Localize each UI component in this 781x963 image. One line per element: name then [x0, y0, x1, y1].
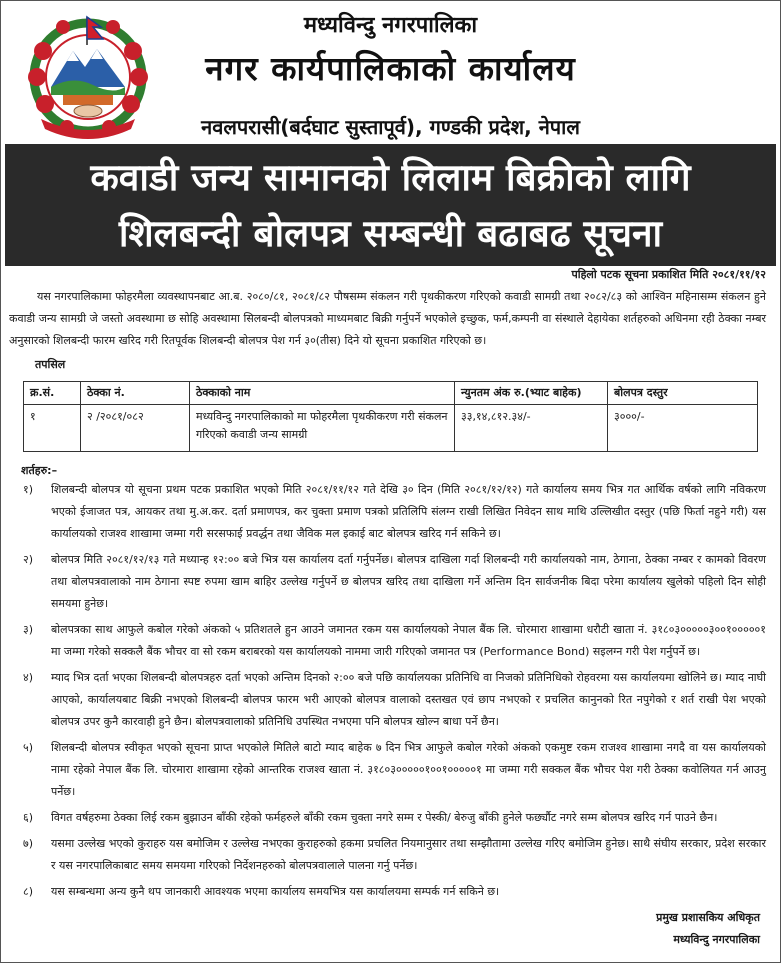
condition-item — [17, 479, 766, 545]
cell-contract-name: मध्यविन्दु नगरपालिकाको मा फोहरमैला पृथकीकरण गरी संकलन गरिएको कवाडी जन्य सामग्री — [190, 405, 455, 452]
condition-item — [17, 833, 766, 877]
signature-block — [656, 907, 760, 951]
conditions-list — [17, 479, 766, 907]
tapsil-heading: तपसिल — [35, 358, 66, 371]
col-serial: क्र.सं. — [24, 382, 81, 405]
col-min-amount: न्युनतम अंक रु.(भ्याट बाहेक) — [455, 382, 608, 405]
condition-number: ४) — [23, 671, 34, 684]
condition-number: ६) — [23, 811, 34, 824]
condition-text: बोलपत्र मिति २०८१/१२/१३ गते मध्यान्ह १२:०० बजे भित्र यस कार्यालय दर्ता गर्नुपर्नेछ। बोलपत्र दाखिला गर्दा शिलबन्दी गरी कार्यालयको नाम, ठेगाना, ठेक्का नम्बर र कामको विवरण तथा बोलपत्रवालाको नाम ठेगाना स्पष्ट रुपमा खाम बाहिर उल्लेख गर्नुपर्ने छ बोलपत्र खरिद तथा दाखिला गर्ने अन्तिम दिन सार्वजनीक बिदा परेमा कार्यालय खुलेको पहिलो दिन सोही समयमा हुनेछ। — [51, 553, 766, 610]
notice-title-banner — [5, 144, 776, 266]
condition-number: ८) — [23, 885, 34, 898]
signatory-org: मध्यविन्दु नगरपालिका — [673, 933, 760, 946]
condition-item — [17, 549, 766, 615]
condition-item — [17, 881, 766, 903]
nepal-emblem-icon — [23, 11, 153, 139]
signatory-title: प्रमुख प्रशासकिय अधिकृत — [656, 911, 760, 924]
municipality-name: मध्यविन्दु नगरपालिका — [303, 13, 478, 38]
condition-item — [17, 807, 766, 829]
cell-contract-no: २ /२०८१/०८२ — [81, 405, 190, 452]
condition-text: बोलपत्रका साथ आफुले कबोल गरेको अंकको ५ प्रतिशतले हुन आउने जमानत रकम यस कार्यालयको नेपाल बैंक लि. चोरमारा शाखामा धरौटी खाता नं. ३१८०३०००००३००१०००००१ मा जम्मा गरेको सक्कलै बैंक भौचर वा सो रकम बराबरको यस कार्यालयको नाममा जारी गरिएको जमानत पत्र (Performance Bond) सइलग्न गरी पेश गर्नुपर्ने छ। — [51, 623, 766, 658]
notice-title-line2: शिलबन्दी बोलपत्र सम्बन्धी बढाबढ सूचना — [118, 212, 663, 255]
col-contract-name: ठेक्काको नाम — [190, 382, 455, 405]
condition-text: शिलबन्दी बोलपत्र स्वीकृत भएको सूचना प्राप्त भएकोले मितिले बाटो म्याद बाहेक ७ दिन भित्र आफुले कबोल गरेको अंकको एकमुष्ट रकम राजश्व शाखामा नगदै वा यस कार्यालयको नामा रहेको नेपाल बैंक लि. चोरमारा शाखामा रहेको आन्तरिक राजश्व खाता नं. ३१८०३०००००१००१०००००१ मा जम्मा गरी सक्कल बैंक भौचर पेश गरी ठेक्का कवोलियत गर्न आउनु पर्नेछ। — [51, 741, 766, 798]
condition-text: विगत वर्षहरुमा ठेक्का लिई रकम बुझाउन बाँकी रहेको फर्महरुले बाँकी रकम चुक्ता नगरे सम्म र पेस्की/ बेरुजु बाँकी हुनेले फर्छ्यौट नगरे सम्म बोलपत्र खरिद गर्न पाउने छैन। — [51, 811, 718, 824]
condition-item — [17, 737, 766, 803]
condition-number: २) — [23, 553, 34, 566]
office-address: नवलपरासी(बर्दघाट सुस्तापूर्व), गण्डकी प्रदेश, नेपाल — [201, 115, 580, 139]
condition-number: ७) — [23, 837, 34, 850]
condition-text: यसमा उल्लेख भएको कुराहरु यस बमोजिम र उल्लेख नभएका कुराहरुको हकमा प्रचलित नियमानुसार तथा सम्झौतामा उल्लेख गरिए बमोजिम हुनेछ। साथै संघीय सरकार, प्रदेश सरकार र यस नगरपालिकाबाट समय समयमा गरिएको निर्देशनहरुको बोलपत्रवालाले पालना गर्नु पर्नेछ। — [51, 837, 766, 872]
condition-text: यस सम्बन्धमा अन्य कुनै थप जानकारी आवश्यक भएमा कार्यालय समयभित्र यस कार्यालयमा सम्पर्क गर्न सकिने छ। — [51, 885, 500, 898]
contract-table — [23, 381, 758, 452]
condition-text: शिलबन्दी बोलपत्र यो सूचना प्रथम पटक प्रकाशित भएको मिति २०८१/११/१२ गते देखि ३० दिन (मिति २०८१/१२/१२) गते कार्यालय समय भित्र गत आर्थिक वर्षको लागि नविकरण भएको ईजाजत पत्र, आयकर तथा मु.अ.कर. दर्ता प्रमाणपत्र, कर चुक्ता प्रमाण पत्रको प्रतिलिपि संलग्न राखी लिखित निवेदन साथ माथि उल्लिखीत दस्तुर (पछि फिर्ता नहुने गरी) यस कार्यालयको राजश्व शाखामा जम्मा गरी सरसफाई प्रवर्द्धन तथा जैविक मल इकाई बाट बोलपत्र खरिद गर्न सकिने छ। — [51, 483, 766, 540]
col-bid-fee: बोलपत्र दस्तुर — [608, 382, 758, 405]
cell-serial: १ — [24, 405, 81, 452]
condition-number: १) — [23, 483, 34, 496]
notice-title-line1: कवाडी जन्य सामानको लिलाम बिक्रीको लागि — [90, 156, 691, 199]
conditions-heading: शर्तहरु:– — [21, 464, 58, 477]
cell-min-amount: ३३,१४,८१२.३४/- — [455, 405, 608, 452]
table-row — [24, 405, 758, 452]
condition-item — [17, 667, 766, 733]
intro-paragraph: यस नगरपालिकामा फोहरमैला व्यवस्थापनबाट आ.ब. २०८०/८१, २०८१/८२ पौषसम्म संकलन गरी पृथकीकरण गरिएको कवाडी सामग्री तथा २०८२/८३ को आश्विन महिनासम्म संकलन हुने कवाडी जन्य सामग्री जे जस्तो अवस्थामा छ सोहि अवस्थामा सिलबन्दी बोलपत्रको माध्यमबाट बिक्री गर्नुपर्ने भएकोले इच्छुक, फर्म,कम्पनी वा संस्थाले देहायेका शर्तहरुको अधिनमा रही ठेक्का नम्बर अनुसारको शिलबन्दी फारम खरिद गरी रितपूर्वक शिलबन्दी बोलपत्र पेश गर्न ३०(तीस) दिने यो सूचना प्रकाशित गरिएको छ। — [9, 290, 766, 347]
table-header-row — [24, 382, 758, 405]
condition-text: म्याद भित्र दर्ता भएका शिलबन्दी बोलपत्रहरु दर्ता भएको अन्तिम दिनको २:०० बजे पछि कार्यालयका प्रतिनिधि वा निजको प्रतिनिधिको रोहवरमा यस कार्यालयमा खोलिने छ। म्याद नाघी आएको, कार्यालयबाट बिक्री नभएको शिलबन्दी बोलपत्र फारम भरी आएको बोलपत्र वालाको दस्तखत एवं छाप नभएको र प्रचलित कानुनको रित नपुगेको र शर्त राखी पेश भएको बोलपत्र उपर कुनै कारवाही हुने छैन। बोलपत्रवालाको प्रतिनिधि उपस्थित नभएमा पनि बोलपत्र खोल्न बाधा पर्ने छैन। — [51, 671, 766, 728]
condition-item — [17, 619, 766, 663]
condition-number: ५) — [23, 741, 34, 754]
condition-number: ३) — [23, 623, 34, 636]
cell-bid-fee: ३०००/- — [608, 405, 758, 452]
publication-date: पहिलो पटक सूचना प्रकाशित मिति २०८१/११/१२ — [571, 268, 766, 281]
col-contract-no: ठेक्का नं. — [81, 382, 190, 405]
office-name: नगर कार्यपालिकाको कार्यालय — [205, 49, 576, 88]
